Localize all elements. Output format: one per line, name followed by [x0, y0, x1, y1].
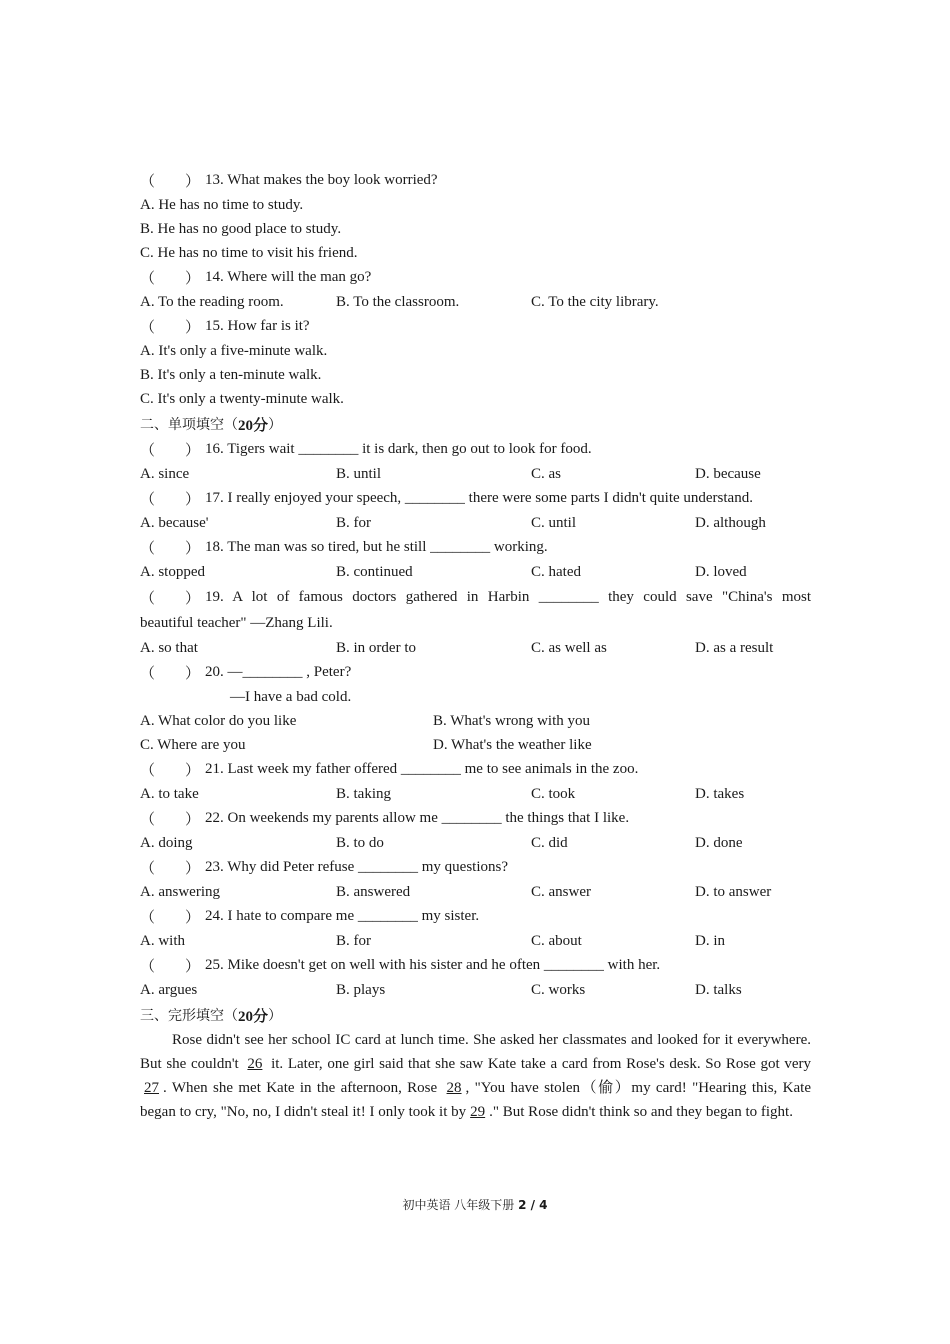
option: D. done: [695, 834, 743, 851]
question-stem: 17. I really enjoyed your speech, ________ there were some parts I didn't quite understand.: [205, 490, 753, 506]
options-row: [140, 880, 811, 904]
exam-page: [140, 168, 811, 1124]
answer-paren[interactable]: （ ）: [140, 763, 201, 779]
option: B. until: [336, 465, 382, 482]
option: B. in order to: [336, 639, 416, 656]
option: A. He has no time to study.: [140, 196, 304, 213]
page-footer: 初中英语 八年级下册 2 / 4: [402, 1198, 548, 1212]
option: A. to take: [140, 785, 199, 802]
options-row: [140, 831, 811, 855]
option: C. It's only a twenty-minute walk.: [140, 390, 344, 407]
option: B. He has no good place to study.: [140, 220, 342, 237]
option: B. It's only a ten-minute walk.: [140, 366, 322, 383]
options-row: [140, 560, 811, 584]
option: D. loved: [695, 563, 747, 580]
blank-28[interactable]: 28: [446, 1080, 462, 1096]
option: B. taking: [336, 785, 391, 802]
answer-paren[interactable]: （ ）: [140, 959, 201, 975]
option: B. for: [336, 932, 371, 949]
question-19: [140, 584, 811, 610]
option: C. answer: [531, 883, 591, 900]
option: B. answered: [336, 883, 411, 900]
option: B. To the classroom.: [336, 293, 460, 310]
option: A. stopped: [140, 563, 205, 580]
question-stem: 15. How far is it?: [205, 318, 310, 334]
option: C. hated: [531, 563, 581, 580]
question-stem: 18. The man was so tired, but he still ________ working.: [205, 539, 548, 555]
option: D. although: [695, 514, 766, 531]
options-row: [140, 782, 811, 806]
option: D. takes: [695, 785, 745, 802]
page-number: 2 / 4: [518, 1198, 548, 1212]
option: C. works: [531, 981, 586, 998]
option: A. because': [140, 514, 209, 531]
option: A. with: [140, 932, 185, 949]
option: C. as: [531, 465, 561, 482]
options-row: [140, 511, 811, 535]
question-stem: 20. —________ , Peter?: [205, 664, 352, 680]
options-row: [140, 733, 811, 757]
option: A. It's only a five-minute walk.: [140, 342, 328, 359]
options-row: [140, 636, 811, 660]
answer-paren[interactable]: （ ）: [140, 590, 201, 607]
option: C. as well as: [531, 639, 607, 656]
option: D. talks: [695, 981, 742, 998]
blank-29[interactable]: 29: [470, 1104, 486, 1120]
option: B. for: [336, 514, 371, 531]
question-stem: 25. Mike doesn't get on well with his sister and he often ________ with her.: [205, 957, 661, 973]
answer-paren[interactable]: （ ）: [140, 541, 201, 557]
question-stem: 24. I hate to compare me ________ my sister.: [205, 908, 480, 924]
option: D. as a result: [695, 639, 774, 656]
question-17: [140, 486, 811, 511]
question-16: [140, 437, 811, 462]
option: C. He has no time to visit his friend.: [140, 244, 358, 261]
question-25: [140, 953, 811, 978]
option: A. To the reading room.: [140, 293, 284, 310]
options-row: [140, 978, 811, 1002]
option: C. To the city library.: [531, 293, 659, 310]
answer-paren[interactable]: （ ）: [140, 666, 201, 682]
option: C. took: [531, 785, 576, 802]
options-row: [140, 929, 811, 953]
option: A. argues: [140, 981, 198, 998]
answer-paren[interactable]: （ ）: [140, 443, 201, 459]
option: A. answering: [140, 883, 220, 900]
question-15: [140, 314, 811, 339]
dialogue-reply: —I have a bad cold.: [230, 688, 352, 705]
option: C. Where are you: [140, 736, 246, 753]
options-row: [140, 290, 811, 314]
cloze-passage: Rose didn't see her school IC card at lunch time. She asked her classmates and looked for it everywhere. But she couldn't 26 it. Later, one girl said that she saw Kate take a card from Rose's desk. So Rose got very 27 . When she met Kate in the afternoon, Rose 28 , "You have stolen（偷）my card! "Hearing this, Kate began to cry, "No, no, I didn't steal it! I only took it by 29 ." But Rose didn't think so and they began to fight.: [140, 1032, 811, 1120]
question-stem: 16. Tigers wait ________ it is dark, then go out to look for food.: [205, 441, 592, 457]
option: B. continued: [336, 563, 413, 580]
option: D. because: [695, 465, 761, 482]
answer-paren[interactable]: （ ）: [140, 271, 201, 287]
question-20: [140, 660, 811, 685]
option: C. until: [531, 514, 577, 531]
option: B. plays: [336, 981, 386, 998]
question-stem: 23. Why did Peter refuse ________ my questions?: [205, 859, 509, 875]
option: D. in: [695, 932, 725, 949]
option: A. doing: [140, 834, 193, 851]
question-stem: 22. On weekends my parents allow me ________ the things that I like.: [205, 810, 630, 826]
options-row: [140, 709, 811, 733]
question-stem: 19. A lot of famous doctors gathered in Harbin ________ they could save "China's most: [205, 588, 811, 605]
question-21: [140, 757, 811, 782]
option: B. What's wrong with you: [433, 712, 591, 729]
option: D. to answer: [695, 883, 772, 900]
question-stem: 14. Where will the man go?: [205, 269, 372, 285]
options-row: [140, 462, 811, 486]
answer-paren[interactable]: （ ）: [140, 492, 201, 508]
option: C. about: [531, 932, 582, 949]
answer-paren[interactable]: （ ）: [140, 910, 201, 926]
option: D. What's the weather like: [433, 736, 592, 753]
question-22: [140, 806, 811, 831]
question-18: [140, 535, 811, 560]
answer-paren[interactable]: （ ）: [140, 812, 201, 828]
question-stem: 21. Last week my father offered ________ me to see animals in the zoo.: [205, 761, 639, 777]
question-13: [140, 168, 811, 193]
answer-paren[interactable]: （ ）: [140, 174, 201, 190]
blank-26[interactable]: 26: [247, 1056, 263, 1072]
option: A. since: [140, 465, 190, 482]
question-stem: 13. What makes the boy look worried?: [205, 172, 438, 188]
answer-paren[interactable]: （ ）: [140, 861, 201, 877]
option: A. so that: [140, 639, 198, 656]
option: A. What color do you like: [140, 712, 297, 729]
question-23: [140, 855, 811, 880]
option: C. did: [531, 834, 568, 851]
question-14: [140, 265, 811, 290]
section-heading-3: 三、完形填空（ 20分 ）: [140, 1008, 283, 1025]
question-stem-cont: beautiful teacher" —Zhang Lili.: [140, 614, 333, 631]
blank-27[interactable]: 27: [144, 1080, 159, 1096]
option: B. to do: [336, 834, 384, 851]
question-24: [140, 904, 811, 929]
section-heading-2: 二、单项填空（ 20分 ）: [140, 417, 283, 434]
answer-paren[interactable]: （ ）: [140, 320, 201, 336]
